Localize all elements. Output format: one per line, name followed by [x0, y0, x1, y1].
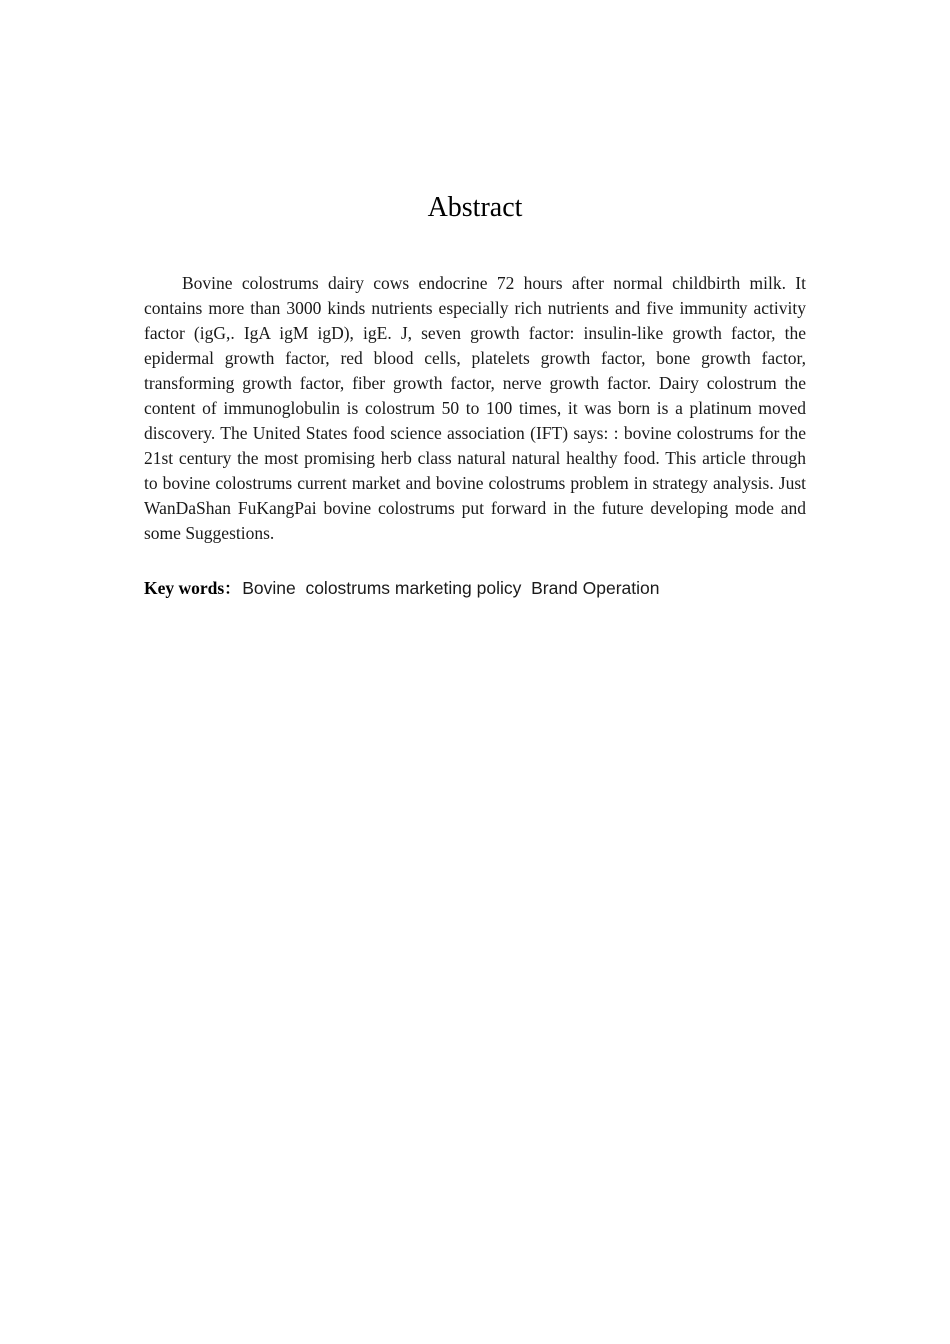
keywords-separator: ：	[224, 579, 241, 598]
abstract-body-paragraph: Bovine colostrums dairy cows endocrine 72 hours after normal childbirth milk. It contains more than 3000 kinds nutrients especially rich nutrients and five immunity activity factor (igG,. IgA igM igD), igE. J, seven growth factor: insulin-like growth factor, the epidermal growth factor, red blood cells, platelets growth factor, bone growth factor, transforming growth factor, fiber growth factor, nerve growth factor. Dairy colostrum the content of immunoglobulin is colostrum 50 to 100 times, it was born is a platinum moved discovery. The United States food science association (IFT) says: : bovine colostrums for the 21st century the most promising herb class natural natural healthy food. This article through to bovine colostrums current market and bovine colostrums problem in strategy analysis. Just WanDaShan FuKangPai bovine colostrums put forward in the future developing mode and some Suggestions.	[144, 273, 806, 543]
keywords-line	[144, 576, 806, 602]
abstract-title: Abstract	[427, 192, 523, 223]
keywords-values: Bovine colostrums marketing policy Brand Operation	[242, 578, 660, 598]
keywords-label: Key words	[144, 578, 225, 598]
